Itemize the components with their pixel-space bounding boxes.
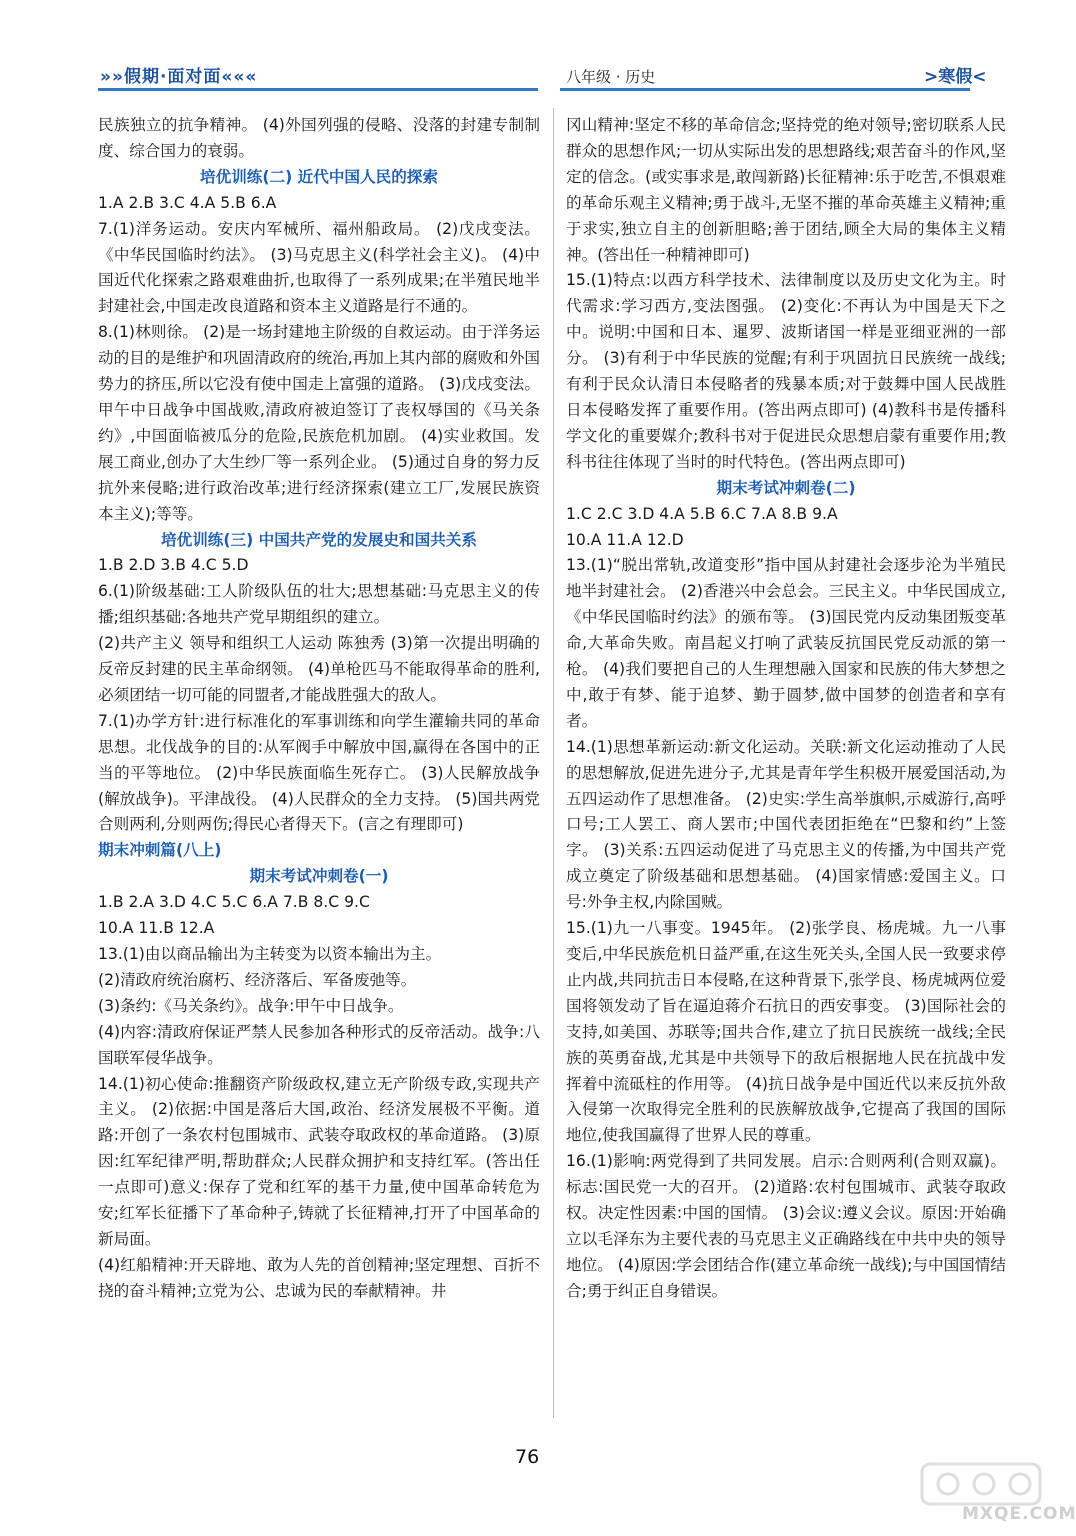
left-section-heading: 培优训练(二) 近代中国人民的探索 — [200, 167, 438, 186]
left-paragraph: (2)清政府统治腐朽、经济落后、军备废弛等。 — [98, 970, 417, 989]
watermark-text: MXQE.COM — [962, 1504, 1076, 1524]
left-section-heading: 期末冲刺篇(八上) — [98, 841, 222, 860]
left-paragraph: 民族独立的抗争精神。 (4)外国列强的侵略、没落的封建专制制度、综合国力的衰弱。 — [98, 116, 540, 160]
right-paragraph: 15.(1)九一八事变。1945年。 (2)张学良、杨虎城。九一八事变后,中华民族危机日益严重,在这生死关头,全国人民一致要求停止内战,共同抗击日本侵略,在这种背景下,张学良、杨虎城两位爱国将领发动了旨在逼迫蒋介石抗日的西安事变。 (3)国际社会的支持,如美国、苏联等;国共合作,建立了抗日民族统一战线;全民族的英勇奋战,尤其是中共领导下的敌后根据地人民在抗战中发挥着中流砥柱的作用等。 (4)抗日战争是中国近代以来反抗外敌入侵第一次取得完全胜利的民族解放战争,它提高了我国的国际地位,使我国赢得了世界人民的尊重。 — [566, 919, 1006, 1145]
right-paragraph: 13.(1)“脱出常轨,改道变形”指中国从封建社会逐步沦为半殖民地半封建社会。 (2)香港兴中会总会。三民主义。中华民国成立,《中华民国临时约法》的颁布等。 (3)国民党内反动集团叛变革命,大革命失败。南昌起义打响了武装反抗国民党反动派的第一枪。 (4)我们要把自己的人生理想融入国家和民族的伟大梦想之中,敢于有梦、能于追梦、勤于圆梦,做中国梦的创造者和享有者。 — [566, 556, 1006, 730]
header-rule-right — [560, 88, 970, 91]
season-label: >寒假< — [924, 67, 987, 87]
left-section-heading: 期末考试冲刺卷(一) — [249, 867, 389, 886]
left-paragraph: 1.A 2.B 3.C 4.A 5.B 6.A — [98, 193, 277, 212]
left-paragraph: 1.B 2.D 3.B 4.C 5.D — [98, 556, 249, 575]
column-divider — [553, 108, 554, 1418]
right-column — [566, 113, 1006, 1305]
left-paragraph: (4)红船精神:开天辟地、敢为人先的首创精神;坚定理想、百折不挠的奋斗精神;立党为公、忠诚为民的奉献精神。井 — [98, 1255, 540, 1300]
left-paragraph: 6.(1)阶级基础:工人阶级队伍的壮大;思想基础:马克思主义的传播;组织基础:各地共产党早期组织的建立。 — [98, 582, 540, 627]
left-section-heading: 培优训练(三) 中国共产党的发展史和国共关系 — [161, 530, 477, 549]
right-paragraph: 1.C 2.C 3.D 4.A 5.B 6.C 7.A 8.B 9.A — [566, 504, 838, 523]
left-paragraph: 13.(1)由以商品输出为主转变为以资本输出为主。 — [98, 945, 442, 963]
left-paragraph: (3)条约:《马关条约》。战争:甲午中日战争。 — [98, 996, 404, 1015]
left-paragraph: (4)内容:清政府保证严禁人民参加各种形式的反帝活动。战争:八国联军侵华战争。 — [98, 1022, 540, 1067]
left-column — [98, 113, 540, 1305]
right-paragraph: 14.(1)思想革新运动:新文化运动。关联:新文化运动推动了人民的思想解放,促进先进分子,尤其是青年学生积极开展爱国活动,为五四运动作了思想准备。 (2)史实:学生高举旗帜,示威游行,高呼口号;工人罢工、商人罢市;中国代表团拒绝在“巴黎和约”上签字。 (3)关系:五四运动促进了马克思主义的传播,为中国共产党成立奠定了阶级基础和思想基础。 (4)国家情感:爱国主义。口号:外争主权,内除国贼。 — [566, 737, 1006, 912]
right-section-heading: 期末考试冲刺卷(二) — [716, 478, 856, 497]
page-number: 76 — [515, 1446, 540, 1468]
header-rule-left — [98, 88, 538, 91]
left-paragraph: 8.(1)林则徐。 (2)是一场封建地主阶级的自救运动。由于洋务运动的目的是维护和巩固清政府的统治,再加上其内部的腐败和外国势力的挤压,所以它没有使中国走上富强的道路。 (3)戊戌变法。甲午中日战争中国战败,清政府被迫签订了丧权辱国的《马关条约》,中国面临被瓜分的危险,民族危机加剧。 (4)实业救国。发展工商业,创办了大生纱厂等一系列企业。 (5)通过自身的努力反抗外来侵略;进行政治改革;进行经济探索(建立工厂,发展民族资本主义);等等。 — [98, 323, 540, 523]
left-paragraph: 7.(1)洋务运动。安庆内军械所、福州船政局。 (2)戊戌变法。《中华民国临时约法》。 (3)马克思主义(科学社会主义)。 (4)中国近代化探索之路艰难曲折,也取得了一系列成果;在半殖民地半封建社会,中国走改良道路和资本主义道路是行不通的。 — [98, 219, 540, 316]
right-paragraph: 冈山精神:坚定不移的革命信念;坚持党的绝对领导;密切联系人民群众的思想作风;一切从实际出发的思想路线;艰苦奋斗的作风,坚定的信念。(或实事求是,敢闯新路)长征精神:乐于吃苦,不惧艰难的革命乐观主义精神;勇于战斗,无坚不摧的革命英雄主义精神;重于求实,独立自主的创新胆略;善于团结,顾全大局的集体主义精神。(答出任一种精神即可) — [566, 116, 1006, 264]
left-paragraph: 1.B 2.A 3.D 4.C 5.C 6.A 7.B 8.C 9.C — [98, 893, 370, 912]
book-brand: »»假期·面对面««« — [100, 67, 258, 87]
right-paragraph: 10.A 11.A 12.D — [566, 530, 684, 549]
left-paragraph: 10.A 11.B 12.A — [98, 919, 215, 938]
left-paragraph: 14.(1)初心使命:推翻资产阶级政权,建立无产阶级专政,实现共产主义。 (2)依据:中国是落后大国,政治、经济发展极不平衡。道路:开创了一条农村包围城市、武装夺取政权的革命道路。 (3)原因:红军纪律严明,帮助群众;人民群众拥护和支持红军。(答出任一点即可)意义:保存了党和红军的基干力量,使中国革命转危为安;红军长征播下了革命种子,铸就了长征精神,打开了中国革命的新局面。 — [98, 1074, 540, 1248]
left-paragraph: 7.(1)办学方针:进行标准化的军事训练和向学生灌输共同的革命思想。北伐战争的目的:从军阀手中解放中国,赢得在各国中的正当的平等地位。 (2)中华民族面临生死存亡。 (3)人民解放战争(解放战争)。平津战役。 (4)人民群众的全力支持。 (5)国共两党合则两利,分则两伤;得民心者得天下。(言之有理即可) — [98, 711, 540, 834]
grade-subject: 八年级 · 历史 — [566, 68, 656, 86]
right-paragraph: 16.(1)影响:两党得到了共同发展。启示:合则两利(合则双赢)。标志:国民党一大的召开。 (2)道路:农村包围城市、武装夺取政权。决定性因素:中国的国情。 (3)会议:遵义会议。原因:开始确立以毛泽东为主要代表的马克思主义正确路线在中共中央的领导地位。 (4)原因:学会团结合作(建立革命统一战线);与中国国情结合;勇于纠正自身错误。 — [566, 1152, 1006, 1300]
left-paragraph: (2)共产主义 领导和组织工人运动 陈独秀 (3)第一次提出明确的反帝反封建的民主革命纲领。 (4)单枪匹马不能取得革命的胜利,必须团结一切可能的同盟者,才能战胜强大的敌人。 — [98, 634, 540, 704]
page-header — [0, 0, 1061, 100]
right-paragraph: 15.(1)特点:以西方科学技术、法律制度以及历史文化为主。时代需求:学习西方,变法图强。 (2)变化:不再认为中国是天下之中。说明:中国和日本、暹罗、波斯诸国一样是亚细亚洲的一部分。 (3)有利于中华民族的觉醒;有利于巩固抗日民族统一战线;有利于民众认清日本侵略者的残暴本质;对于鼓舞中国人民战胜日本侵略发挥了重要作用。(答出两点即可) (4)教科书是传播科学文化的重要媒介;教科书对于促进民众思想启蒙有重要作用;教科书往往体现了当时的时代特色。(答出两点即可) — [566, 271, 1006, 471]
